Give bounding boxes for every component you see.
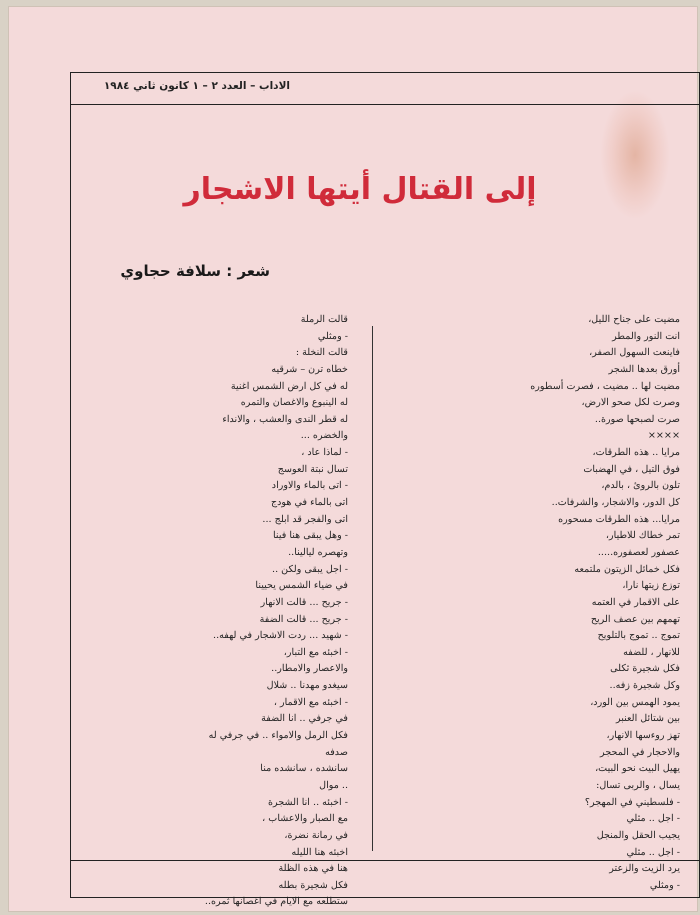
poem-line: انت النور والمطر: [612, 330, 680, 342]
poem-line: وتهصره ليالينا..: [288, 546, 348, 558]
poem-line: مع الصبار والاعشاب ،: [262, 813, 348, 825]
poem-line: سانشده ، سانشده منا: [260, 763, 348, 775]
poem-line: فوق التيل ، في الهضبات: [583, 463, 680, 475]
poem-line: أورق بعدها الشجر: [608, 363, 680, 375]
poem-line: صرت لصبحها صورة..: [594, 413, 680, 425]
poem-line: - اتى بالماء والاوراد: [271, 480, 348, 492]
poem-line: مرايا .. هذه الطرقات،: [592, 447, 680, 459]
poem-line: سيغدو مهدنا .. شلال: [266, 680, 348, 692]
poem-line: فكل شجيرة ثكلى: [610, 663, 680, 675]
poem-line: تهمهم بين عصف الريح: [590, 613, 680, 625]
poem-line: تلون بالروئ ، بالدم،: [601, 480, 680, 492]
poem-line: يمود الهمس بين الورد،: [590, 696, 680, 708]
poem-line: اتى بالماء في هودج: [270, 497, 348, 509]
poem-line: - جريح ... قالت الضفة: [259, 613, 348, 625]
poem-line: والاحجار في المحجر: [600, 746, 680, 758]
poem-line: له الينبوع والاغصان والتمره: [240, 397, 348, 409]
poem-line: تمر خطاك للاطيار،: [605, 530, 680, 542]
poem-line: - اجل .. مثلي: [626, 846, 680, 858]
poem-line: - جريح ... قالت الانهار: [260, 596, 348, 608]
poem-line: يهيل البيت نحو البيت،: [595, 763, 680, 775]
poem-line: - اخبئه مع التبار،: [283, 646, 348, 658]
poem-line: فكل شجيرة بطله: [278, 879, 348, 891]
poem-line: قالت الرملة: [300, 314, 348, 325]
poem-line: في ضياء الشمس يحيينا: [255, 580, 348, 592]
poem-line: .. موال: [319, 779, 348, 791]
poem-line: للانهار ، للضفه: [623, 646, 680, 658]
poem-byline: شعر : سلافة حجاوي: [120, 262, 270, 280]
poem-line: يجيب الحقل والمنجل: [596, 829, 680, 841]
poem-line: مضيت على جناح الليل،: [588, 314, 680, 325]
poem-line: عصفور لعصفوره.....: [597, 546, 680, 558]
poem-line: صدفه: [325, 746, 348, 758]
poem-line: تسال نبتة العوسج: [277, 463, 348, 475]
poem-line: - ومثلي: [649, 879, 680, 891]
poem-line: وصرت لكل صحو الارض،: [581, 397, 680, 409]
poem-line: يرد الزيت والزعتر: [609, 863, 680, 875]
poem-line: - فلسطيني في المهجر؟: [584, 796, 680, 808]
poem-title: إلى القتال أيتها الاشجار: [183, 172, 537, 207]
poem-left-column: [96, 312, 348, 911]
column-divider: [372, 326, 373, 851]
poem-line: ××××: [647, 430, 680, 442]
poem-line: - اخبئه .. انا الشجرة: [268, 796, 348, 808]
poem-line: فكل الرمل والامواء .. في جرفي له: [208, 730, 348, 742]
poem-line: تموج .. تموج بالتلويح: [597, 630, 680, 642]
poem-line: فاينعت السهول الصفر،: [589, 347, 680, 359]
poem-line: هنا في هذه الظلة: [278, 863, 348, 875]
poem-line: - اجل .. مثلي: [626, 813, 680, 825]
poem-line: بين شتائل العنبر: [615, 713, 680, 725]
poem-line: في جرفي .. انا الضفة: [261, 713, 348, 725]
poem-line: له في كل ارض الشمس اغنية: [230, 380, 348, 392]
poem-line: ستطلعه مع الايام في اغصانها ثمره..: [204, 896, 348, 908]
running-header: الاداب – العدد ٢ – ١ كانون ثاني ١٩٨٤: [103, 80, 290, 92]
poem-line: على الاقمار في العتمه: [591, 596, 680, 608]
poem-line: مضيت لها .. مضيت ، فصرت أسطوره: [530, 380, 680, 392]
poem-line: وكل شجيرة زفه..: [609, 680, 680, 692]
poem-line: فكل خمائل الزيتون ملتمعه: [574, 563, 680, 575]
poem-line: - شهيد ... ردت الاشجار في لهفه..: [213, 630, 348, 642]
poem-line: - ومثلي: [317, 330, 348, 342]
poem-line: يسال ، والربى تسال:: [596, 779, 680, 791]
poem-line: اتى والفجر قد ابلج ...: [262, 513, 348, 525]
poem-line: - لماذا عاد ،: [301, 447, 348, 459]
poem-line: مرايا... هذه الطرقات مسحوره: [558, 513, 680, 525]
poem-line: له قطر الندى والعشب ، والانداء: [222, 413, 348, 425]
poem-line: والخضره ...: [300, 430, 348, 442]
poem-right-column: [418, 312, 680, 894]
poem-line: اخبئه هنا الليله: [291, 846, 348, 858]
poem-line: - وهل يبقى هنا فينا: [273, 530, 348, 542]
poem-line: في رمانة نضرة،: [284, 829, 348, 841]
poem-line: قالت النخلة :: [295, 347, 348, 359]
poem-line: خطاه ترن – شرقيه: [271, 363, 348, 375]
poem-line: - اجل يبقى ولكن ..: [272, 563, 348, 575]
poem-line: والاعصار والامطار..: [271, 663, 348, 675]
header-rule: [70, 104, 700, 105]
poem-line: كل الدور، والاشجار، والشرفات..: [551, 497, 680, 509]
poem-line: - اخبئه مع الاقمار ،: [273, 696, 348, 708]
poem-line: تهز روءسها الانهار،: [606, 730, 680, 742]
poem-line: توزع زيتها نارا،: [622, 580, 680, 592]
